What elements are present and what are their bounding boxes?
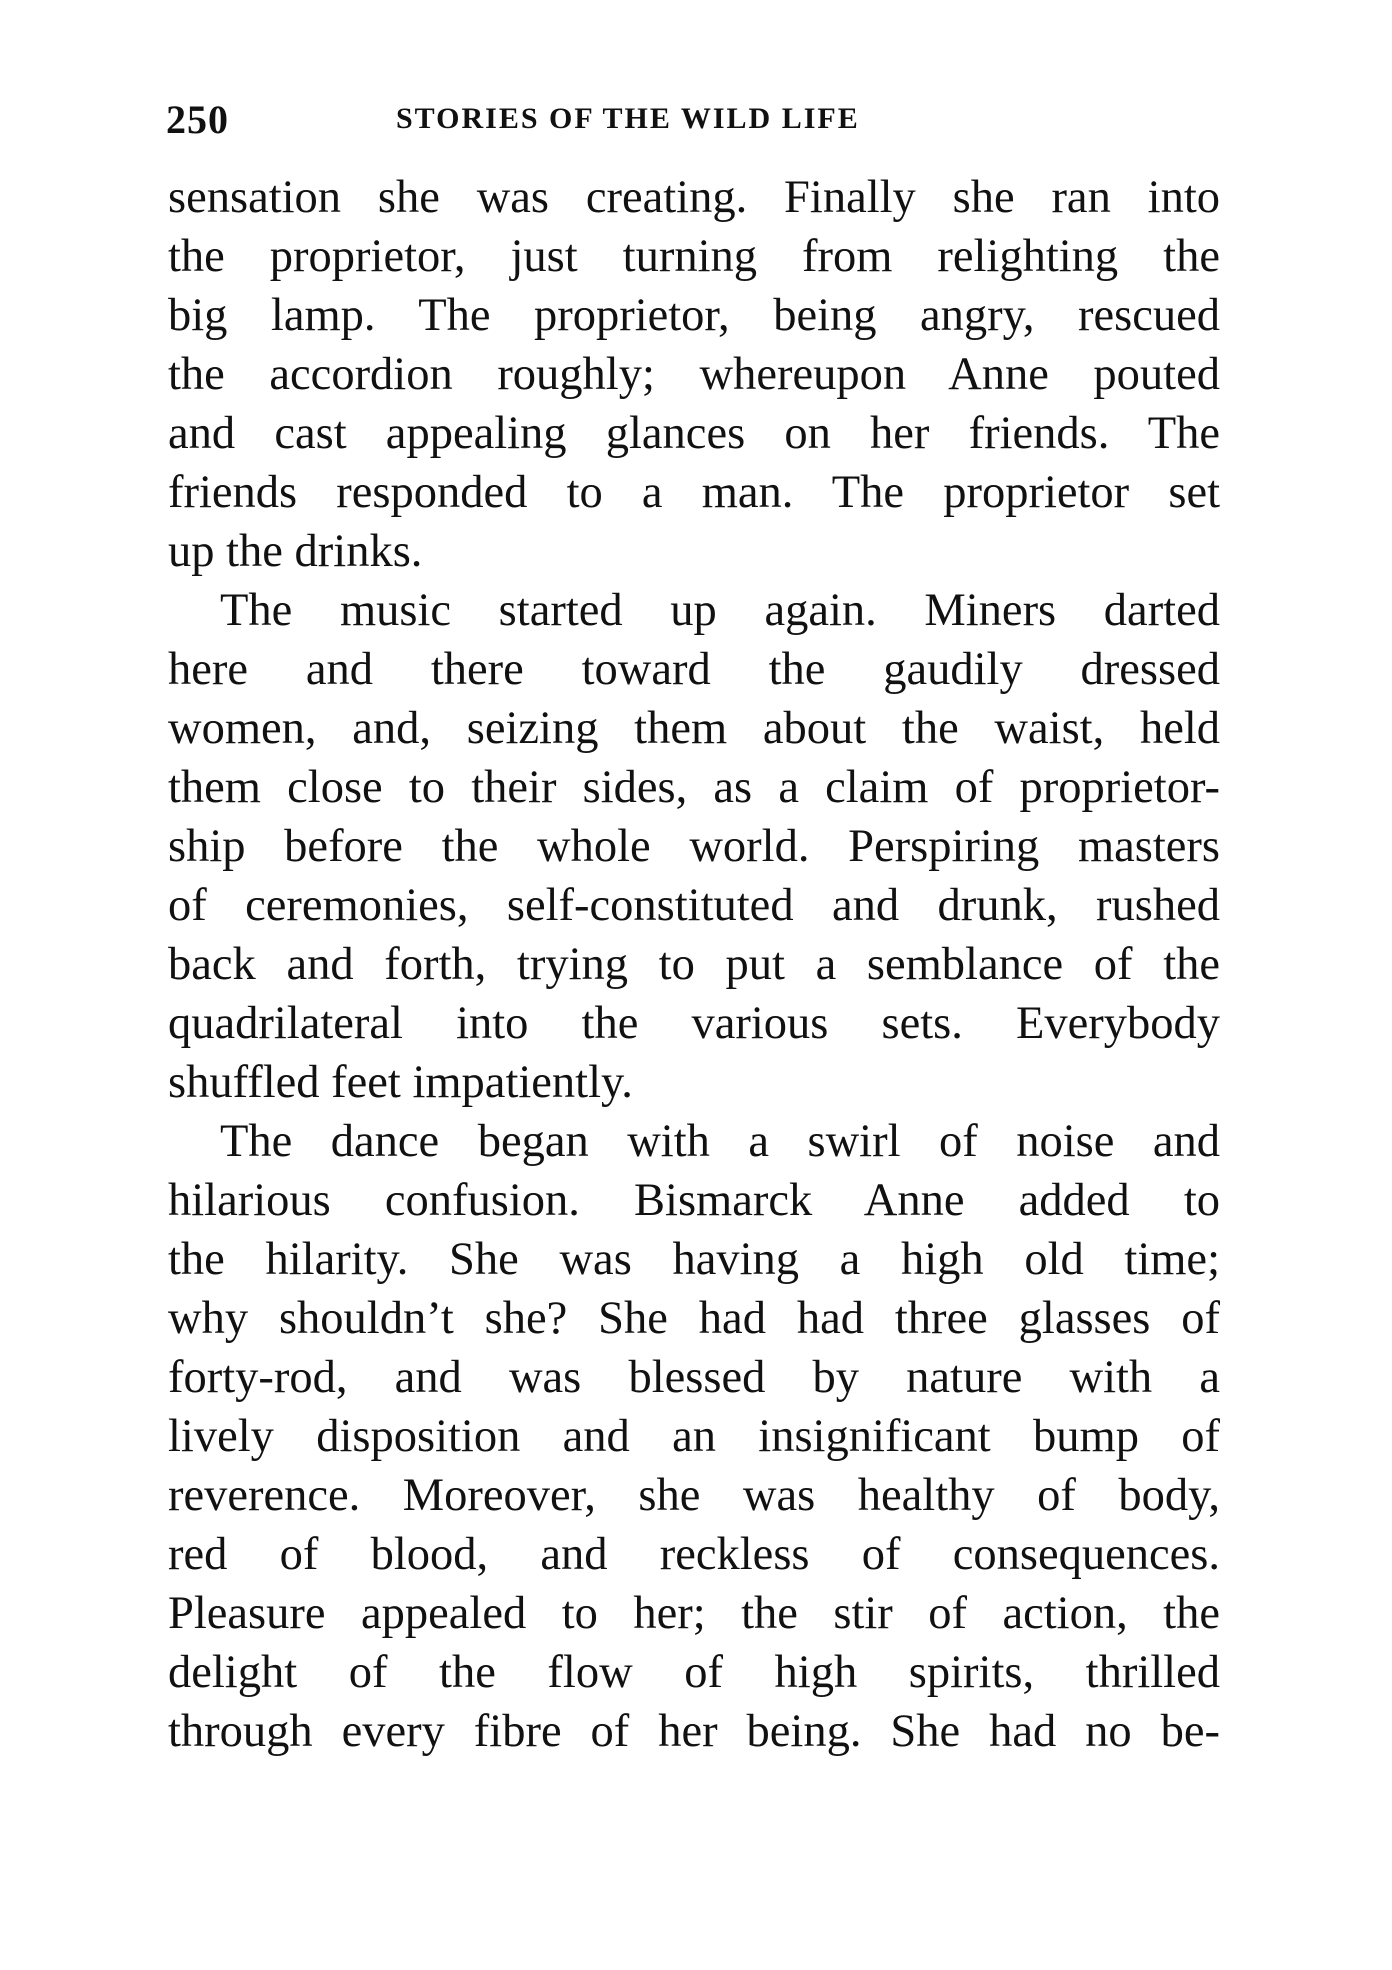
text-line: them close to their sides, as a claim of proprietor-: [168, 762, 1220, 813]
text-line: through every fibre of her being. She had no be-: [168, 1706, 1220, 1757]
text-line: forty-rod, and was blessed by nature with a: [168, 1352, 1220, 1403]
text-line: up the drinks.: [168, 526, 423, 577]
text-line: and cast appealing glances on her friends. The: [168, 408, 1220, 459]
text-line: delight of the flow of high spirits, thrilled: [168, 1647, 1220, 1698]
text-line: lively disposition and an insignificant bump of: [168, 1411, 1220, 1462]
text-line: women, and, seizing them about the waist, held: [168, 703, 1220, 754]
text-line: shuffled feet impatiently.: [168, 1057, 633, 1108]
text-line: of ceremonies, self-constituted and drunk, rushed: [168, 880, 1220, 931]
text-line: sensation she was creating. Finally she ran into: [168, 172, 1220, 223]
text-line: hilarious confusion. Bismarck Anne added to: [168, 1175, 1220, 1226]
text-line: back and forth, trying to put a semblance of the: [168, 939, 1220, 990]
text-line: red of blood, and reckless of consequences.: [168, 1529, 1220, 1580]
paragraph-3: [168, 1112, 1220, 1761]
text-line: why shouldn’t she? She had had three glasses of: [168, 1293, 1220, 1344]
text-line: the proprietor, just turning from relighting the: [168, 231, 1220, 282]
running-head: STORIES OF THE WILD LIFE: [396, 102, 860, 135]
text-line: friends responded to a man. The proprietor set: [168, 467, 1220, 518]
text-line: the accordion roughly; whereupon Anne pouted: [168, 349, 1220, 400]
text-line: ship before the whole world. Perspiring masters: [168, 821, 1220, 872]
page-header: [166, 96, 1226, 146]
text-line: big lamp. The proprietor, being angry, rescued: [168, 290, 1220, 341]
paragraph-1: [168, 168, 1220, 581]
text-line: here and there toward the gaudily dressed: [168, 644, 1220, 695]
body-text: [168, 168, 1220, 1761]
text-line: reverence. Moreover, she was healthy of body,: [168, 1470, 1220, 1521]
text-line: The music started up again. Miners darted: [220, 585, 1220, 636]
text-line: the hilarity. She was having a high old time;: [168, 1234, 1220, 1285]
page-number: 250: [166, 97, 229, 142]
text-line: The dance began with a swirl of noise and: [220, 1116, 1220, 1167]
paragraph-2: [168, 581, 1220, 1112]
text-line: quadrilateral into the various sets. Everybody: [168, 998, 1220, 1049]
text-line: Pleasure appealed to her; the stir of action, the: [168, 1588, 1220, 1639]
